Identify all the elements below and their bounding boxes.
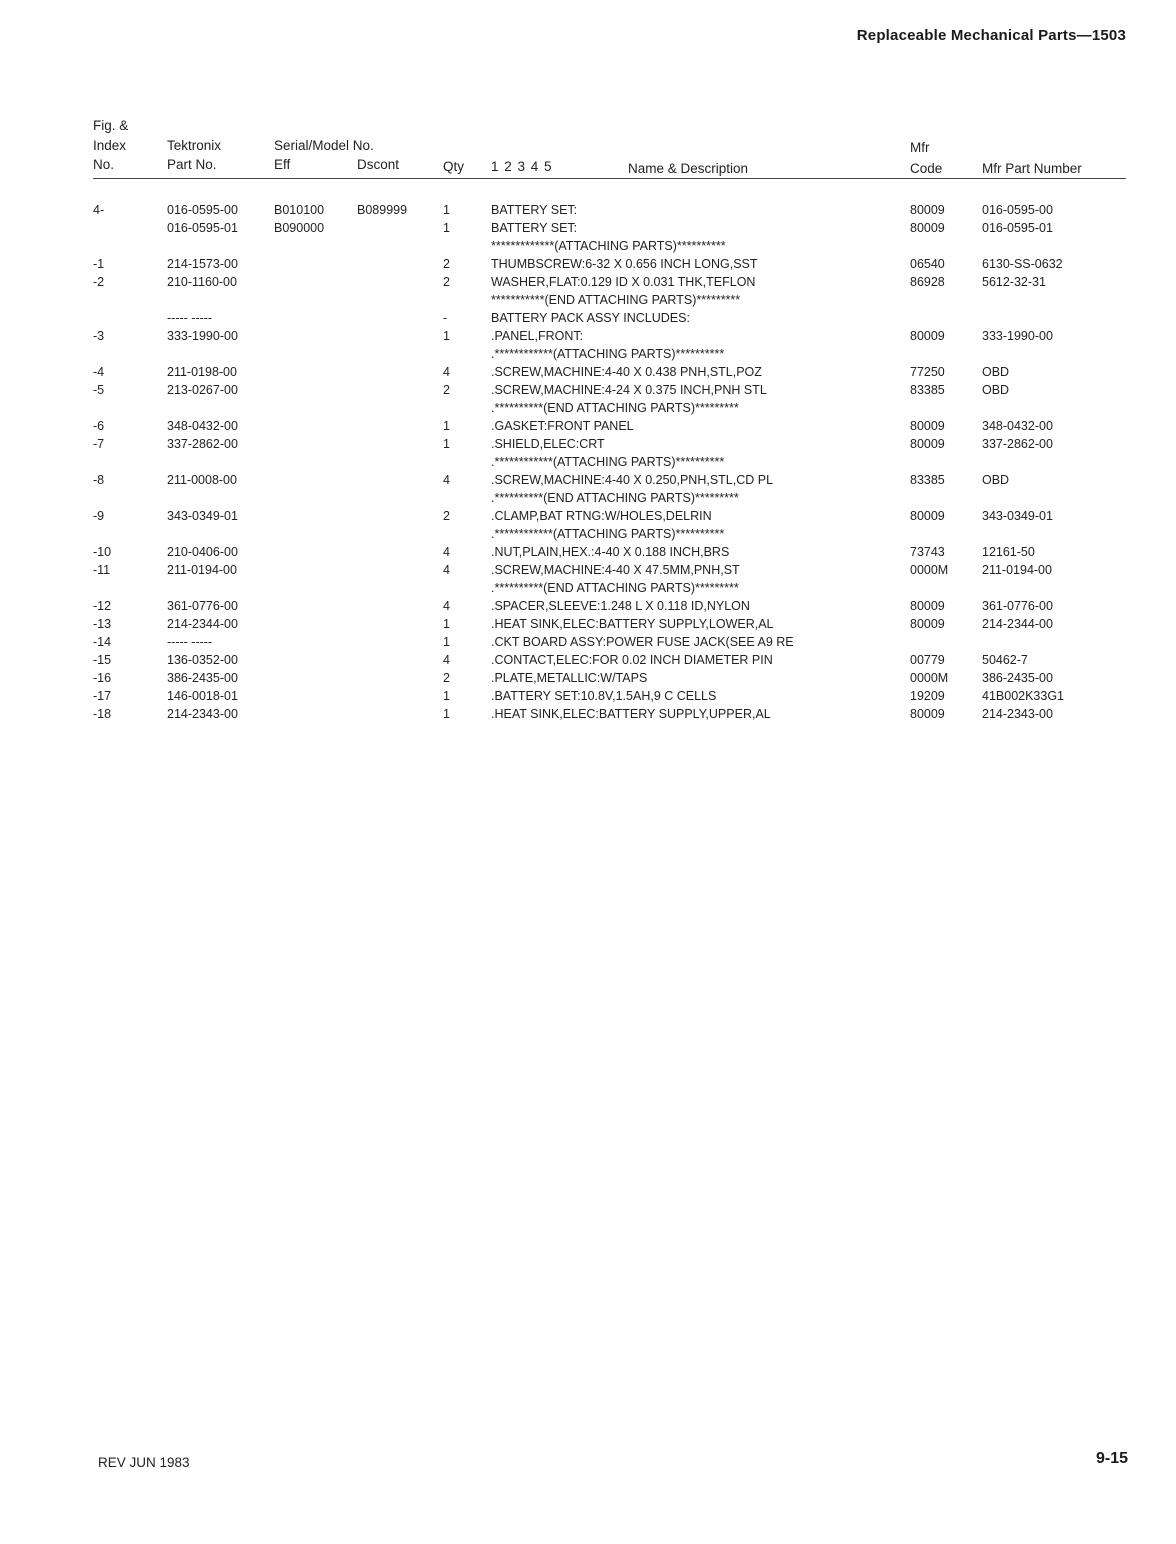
quantity: 1: [443, 221, 450, 235]
mfr-part-number: 343-0349-01: [982, 509, 1053, 523]
dscont-header: Dscont: [357, 157, 400, 172]
parts-list: [0, 201, 1176, 723]
mfr-part-number: 214-2344-00: [982, 617, 1053, 631]
mfr-header-line1: Mfr: [910, 140, 930, 155]
mfr-part-number: 337-2862-00: [982, 437, 1053, 451]
mfr-code: 80009: [910, 599, 945, 613]
table-row: [0, 363, 1176, 381]
table-row: [0, 291, 1176, 309]
table-row: [0, 579, 1176, 597]
mfr-part-number: OBD: [982, 365, 1010, 379]
tektronix-part-no: 214-1573-00: [167, 257, 238, 271]
name-description: *************(ATTACHING PARTS)**********: [491, 239, 726, 253]
name-description-header: Name & Description: [628, 161, 749, 176]
name-description: .BATTERY SET:10.8V,1.5AH,9 C CELLS: [491, 689, 717, 703]
name-description: .SHIELD,ELEC:CRT: [491, 437, 605, 451]
fig-index: -7: [93, 437, 105, 451]
tektronix-part-no: 333-1990-00: [167, 329, 238, 343]
quantity: 4: [443, 545, 450, 559]
name-description: WASHER,FLAT:0.129 ID X 0.031 THK,TEFLON: [491, 275, 756, 289]
name-description: .SCREW,MACHINE:4-40 X 47.5MM,PNH,ST: [491, 563, 740, 577]
mfr-code: 0000M: [910, 563, 949, 577]
table-row: [0, 417, 1176, 435]
mfr-part-number: 6130-SS-0632: [982, 257, 1063, 271]
table-row: [0, 633, 1176, 651]
quantity: 2: [443, 671, 450, 685]
fig-index: -3: [93, 329, 105, 343]
tektronix-part-no: 210-1160-00: [167, 275, 237, 289]
tektronix-part-no: 214-2343-00: [167, 707, 238, 721]
table-row: [0, 471, 1176, 489]
quantity: 1: [443, 707, 450, 721]
quantity: 1: [443, 419, 450, 433]
table-row: [0, 435, 1176, 453]
tektronix-part-no: 343-0349-01: [167, 509, 238, 523]
page-number: 9-15: [1095, 1450, 1128, 1467]
quantity: 1: [443, 689, 450, 703]
fig-index: -18: [93, 707, 112, 721]
name-description: BATTERY SET:: [491, 203, 578, 217]
table-row: [0, 381, 1176, 399]
mfr-code: 86928: [910, 275, 945, 289]
mfr-code: 00779: [910, 653, 945, 667]
name-description: .PANEL,FRONT:: [491, 329, 584, 343]
table-row: [0, 561, 1176, 579]
tektronix-part-no: 016-0595-00: [167, 203, 238, 217]
serial-eff: B090000: [274, 221, 325, 235]
fig-index: -11: [93, 563, 111, 577]
mfr-part-number: 41B002K33G1: [982, 689, 1065, 703]
tektronix-part-no: 213-0267-00: [167, 383, 238, 397]
mfr-part-number: 214-2343-00: [982, 707, 1053, 721]
fig-header-line3: No.: [93, 157, 115, 172]
quantity: 2: [443, 383, 450, 397]
fig-index: -8: [93, 473, 105, 487]
table-row: [0, 453, 1176, 471]
name-description: .SCREW,MACHINE:4-40 X 0.438 PNH,STL,POZ: [491, 365, 762, 379]
name-description: .HEAT SINK,ELEC:BATTERY SUPPLY,UPPER,AL: [491, 707, 771, 721]
name-description: .CONTACT,ELEC:FOR 0.02 INCH DIAMETER PIN: [491, 653, 773, 667]
table-row: [0, 201, 1176, 219]
table-row: [0, 255, 1176, 273]
quantity: 4: [443, 473, 450, 487]
fig-index: 4-: [93, 203, 105, 217]
tektronix-part-no: 386-2435-00: [167, 671, 238, 685]
mfr-part-number: 386-2435-00: [982, 671, 1053, 685]
name-description: .************(ATTACHING PARTS)**********: [491, 527, 725, 541]
mfr-code: 83385: [910, 383, 945, 397]
fig-index: -5: [93, 383, 105, 397]
table-row: [0, 615, 1176, 633]
table-row: [0, 273, 1176, 291]
tektronix-header-line1: Tektronix: [167, 138, 222, 153]
mfr-part-number: 016-0595-01: [982, 221, 1053, 235]
name-description: .NUT,PLAIN,HEX.:4-40 X 0.188 INCH,BRS: [491, 545, 730, 559]
fig-index: -2: [93, 275, 105, 289]
fig-header-line2: Index: [93, 138, 127, 153]
fig-index: -13: [93, 617, 112, 631]
quantity: 4: [443, 365, 450, 379]
header-divider: [93, 178, 1126, 179]
mfr-code: 06540: [910, 257, 945, 271]
mfr-code: 80009: [910, 617, 945, 631]
mfr-part-number: 348-0432-00: [982, 419, 1053, 433]
qty-header: Qty: [443, 159, 465, 174]
fig-index: -1: [93, 257, 105, 271]
mfr-part-number: 211-0194-00: [982, 563, 1052, 577]
quantity: 2: [443, 257, 450, 271]
mfr-part-number: 016-0595-00: [982, 203, 1053, 217]
table-row: [0, 687, 1176, 705]
name-description: .SCREW,MACHINE:4-40 X 0.250,PNH,STL,CD PL: [491, 473, 774, 487]
mfr-part-number-header: Mfr Part Number: [982, 161, 1082, 176]
mfr-code: 77250: [910, 365, 945, 379]
quantity: 2: [443, 509, 450, 523]
name-description: .HEAT SINK,ELEC:BATTERY SUPPLY,LOWER,AL: [491, 617, 774, 631]
name-description: .GASKET:FRONT PANEL: [491, 419, 634, 433]
mfr-part-number: 50462-7: [982, 653, 1028, 667]
table-row: [0, 597, 1176, 615]
mfr-code: 80009: [910, 203, 945, 217]
name-description: ***********(END ATTACHING PARTS)*********: [491, 293, 741, 307]
fig-index: -17: [93, 689, 112, 703]
name-description: .************(ATTACHING PARTS)**********: [491, 455, 725, 469]
name-description: .PLATE,METALLIC:W/TAPS: [491, 671, 648, 685]
quantity: -: [443, 311, 448, 325]
mfr-code: 80009: [910, 437, 945, 451]
mfr-part-number: 12161-50: [982, 545, 1035, 559]
mfr-code: 83385: [910, 473, 945, 487]
table-row: [0, 399, 1176, 417]
mfr-code: 0000M: [910, 671, 949, 685]
fig-index: -15: [93, 653, 112, 667]
fig-index: -16: [93, 671, 112, 685]
name-description: BATTERY PACK ASSY INCLUDES:: [491, 311, 690, 325]
table-row: [0, 705, 1176, 723]
fig-index: -14: [93, 635, 112, 649]
mfr-header-line2: Code: [910, 161, 943, 176]
mfr-part-number: 5612-32-31: [982, 275, 1046, 289]
table-row: [0, 525, 1176, 543]
quantity: 1: [443, 635, 450, 649]
table-row: [0, 327, 1176, 345]
tektronix-part-no: 146-0018-01: [167, 689, 238, 703]
tektronix-header-line2: Part No.: [167, 157, 217, 172]
tektronix-part-no: 211-0008-00: [167, 473, 237, 487]
name-description: .SPACER,SLEEVE:1.248 L X 0.118 ID,NYLON: [491, 599, 750, 613]
name-description: .**********(END ATTACHING PARTS)*********: [491, 581, 739, 595]
quantity: 4: [443, 599, 450, 613]
eff-header: Eff: [274, 157, 291, 172]
mfr-code: 80009: [910, 419, 945, 433]
tektronix-part-no: 214-2344-00: [167, 617, 238, 631]
fig-index: -10: [93, 545, 112, 559]
fig-index: -4: [93, 365, 105, 379]
mfr-part-number: OBD: [982, 473, 1010, 487]
table-row: [0, 651, 1176, 669]
serial-dscont: B089999: [357, 203, 408, 217]
quantity: 2: [443, 275, 450, 289]
mfr-part-number: OBD: [982, 383, 1010, 397]
name-description: .**********(END ATTACHING PARTS)*********: [491, 491, 739, 505]
table-row: [0, 345, 1176, 363]
tektronix-part-no: 211-0194-00: [167, 563, 237, 577]
tektronix-part-no: 136-0352-00: [167, 653, 238, 667]
tektronix-part-no: 211-0198-00: [167, 365, 237, 379]
name-description: .CLAMP,BAT RTNG:W/HOLES,DELRIN: [491, 509, 712, 523]
name-description: .SCREW,MACHINE:4-24 X 0.375 INCH,PNH STL: [491, 383, 767, 397]
tektronix-part-no: 348-0432-00: [167, 419, 238, 433]
levels-header: 1 2 3 4 5: [491, 159, 552, 174]
fig-index: -12: [93, 599, 112, 613]
tektronix-part-no: ----- -----: [167, 311, 213, 325]
table-row: [0, 507, 1176, 525]
tektronix-part-no: 337-2862-00: [167, 437, 238, 451]
revision-date: REV JUN 1983: [98, 1455, 190, 1470]
quantity: 4: [443, 563, 450, 577]
table-row: [0, 669, 1176, 687]
quantity: 1: [443, 437, 450, 451]
mfr-code: 73743: [910, 545, 945, 559]
tektronix-part-no: 361-0776-00: [167, 599, 238, 613]
fig-header-line1: Fig. &: [93, 118, 129, 133]
page-title: Replaceable Mechanical Parts—1503: [856, 27, 1126, 44]
fig-index: -9: [93, 509, 105, 523]
tektronix-part-no: 016-0595-01: [167, 221, 238, 235]
quantity: 1: [443, 203, 450, 217]
mfr-code: 80009: [910, 707, 945, 721]
tektronix-part-no: ----- -----: [167, 635, 213, 649]
tektronix-part-no: 210-0406-00: [167, 545, 238, 559]
quantity: 1: [443, 329, 450, 343]
table-row: [0, 489, 1176, 507]
mfr-code: 19209: [910, 689, 945, 703]
table-row: [0, 237, 1176, 255]
mfr-code: 80009: [910, 509, 945, 523]
mfr-code: 80009: [910, 329, 945, 343]
mfr-part-number: 333-1990-00: [982, 329, 1053, 343]
mfr-code: 80009: [910, 221, 945, 235]
quantity: 4: [443, 653, 450, 667]
name-description: .************(ATTACHING PARTS)**********: [491, 347, 725, 361]
table-row: [0, 219, 1176, 237]
mfr-part-number: 361-0776-00: [982, 599, 1053, 613]
serial-header: Serial/Model No.: [274, 138, 374, 153]
name-description: .CKT BOARD ASSY:POWER FUSE JACK(SEE A9 RE: [491, 635, 794, 649]
quantity: 1: [443, 617, 450, 631]
name-description: BATTERY SET:: [491, 221, 578, 235]
serial-eff: B010100: [274, 203, 325, 217]
name-description: THUMBSCREW:6-32 X 0.656 INCH LONG,SST: [491, 257, 758, 271]
fig-index: -6: [93, 419, 105, 433]
table-row: [0, 309, 1176, 327]
name-description: .**********(END ATTACHING PARTS)*********: [491, 401, 739, 415]
table-row: [0, 543, 1176, 561]
